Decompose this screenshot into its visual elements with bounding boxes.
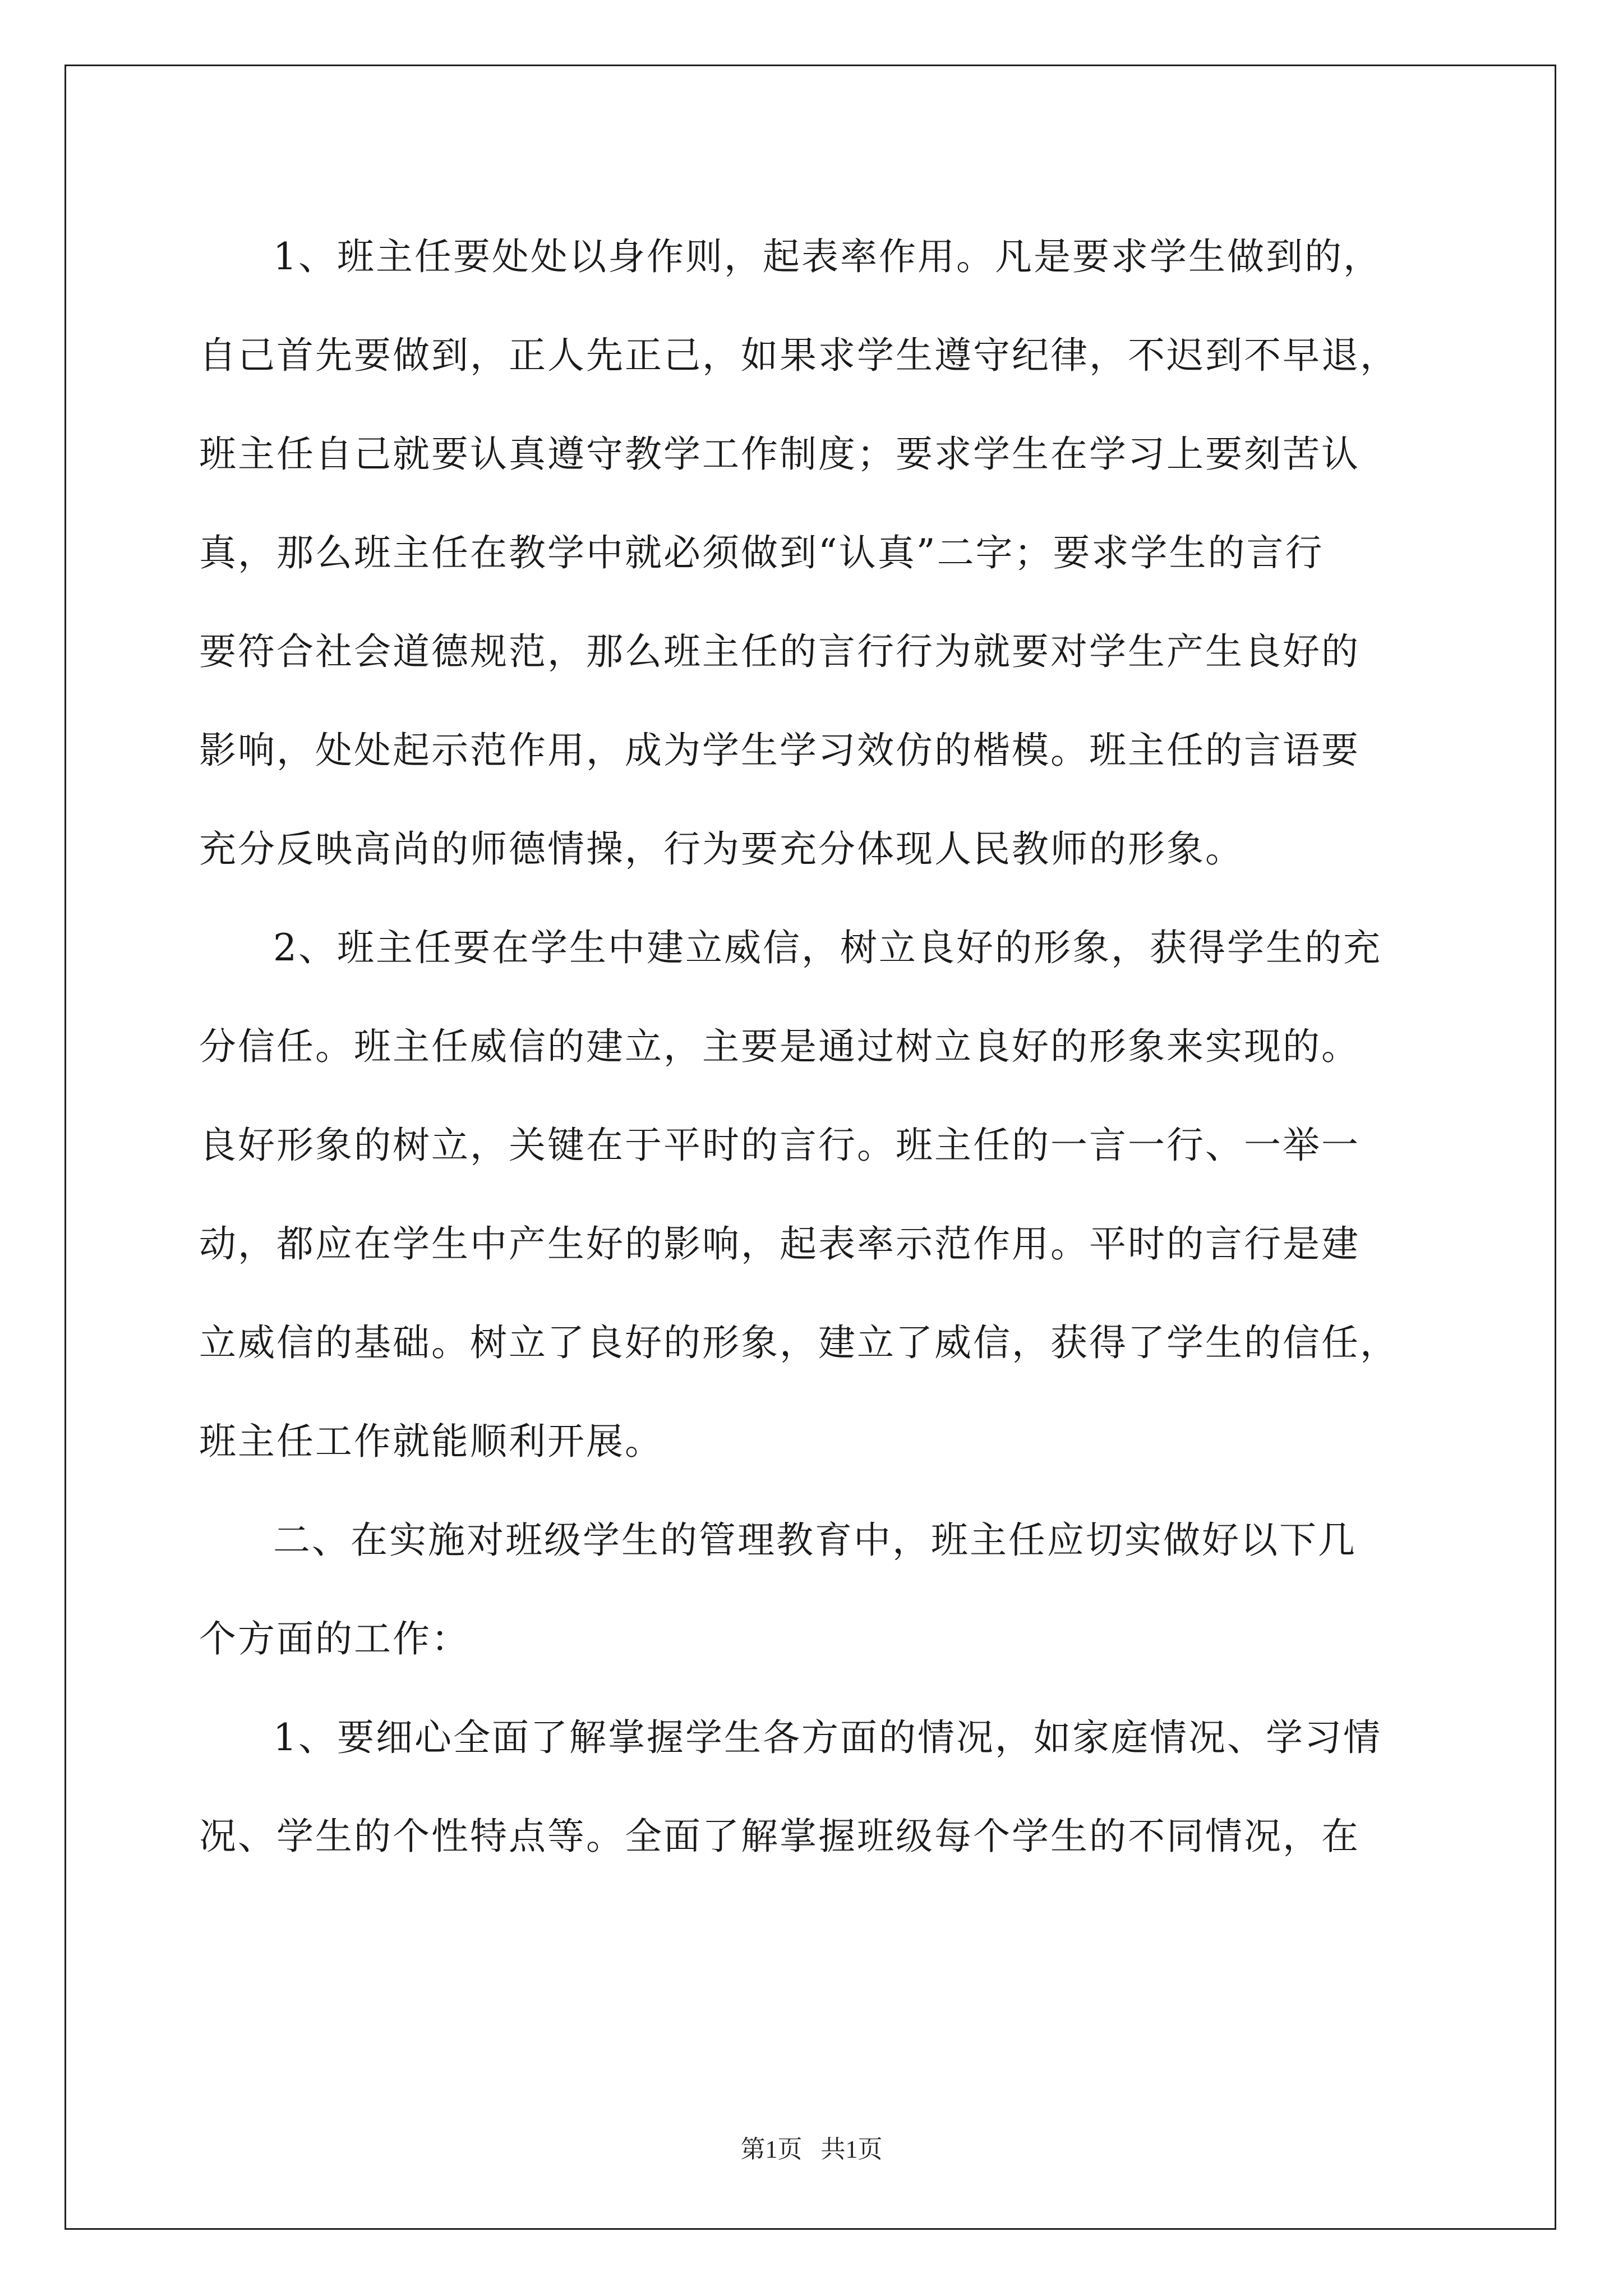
- text-line: 二、在实施对班级学生的管理教育中，班主任应切实做好以下几: [273, 1519, 1357, 1562]
- text-line: 充分反映高尚的师德情操，行为要充分体现人民教师的形象。: [199, 827, 1244, 871]
- text-line: 自己首先要做到，正人先正己，如果求学生遵守纪律，不迟到不早退，: [199, 334, 1399, 377]
- page-number-footer: 第1页 共1页: [740, 2136, 883, 2163]
- text-line: 况、学生的个性特点等。全面了解掌握班级每个学生的不同情况，在: [199, 1815, 1360, 1858]
- text-line: 要符合社会道德规范，那么班主任的言行行为就要对学生产生良好的: [199, 630, 1360, 673]
- document-body: [199, 208, 1424, 1886]
- text-line: 动，都应在学生中产生好的影响，起表率示范作用。平时的言行是建: [199, 1222, 1360, 1266]
- text-line: 分信任。班主任威信的建立，主要是通过树立良好的形象来实现的。: [199, 1025, 1360, 1068]
- text-line: 班主任工作就能顺利开展。: [199, 1420, 663, 1463]
- text-line: 个方面的工作：: [199, 1617, 470, 1660]
- text-line: 1、班主任要处处以身作则，起表率作用。凡是要求学生做到的，: [273, 235, 1382, 278]
- text-line: 立威信的基础。树立了良好的形象，建立了威信，获得了学生的信任，: [199, 1321, 1399, 1364]
- text-line: 班主任自己就要认真遵守教学工作制度；要求学生在学习上要刻苦认: [199, 432, 1360, 476]
- text-line: 影响，处处起示范作用，成为学生学习效仿的楷模。班主任的言语要: [199, 729, 1360, 772]
- text-line: 1、要细心全面了解掌握学生各方面的情况，如家庭情况、学习情: [273, 1716, 1382, 1759]
- text-line: 2、班主任要在学生中建立威信，树立良好的形象，获得学生的充: [273, 926, 1382, 969]
- text-line: 良好形象的树立，关键在于平时的言行。班主任的一言一行、一举一: [199, 1124, 1360, 1167]
- text-line: 真，那么班主任在教学中就必须做到“认真”二字；要求学生的言行: [199, 531, 1324, 574]
